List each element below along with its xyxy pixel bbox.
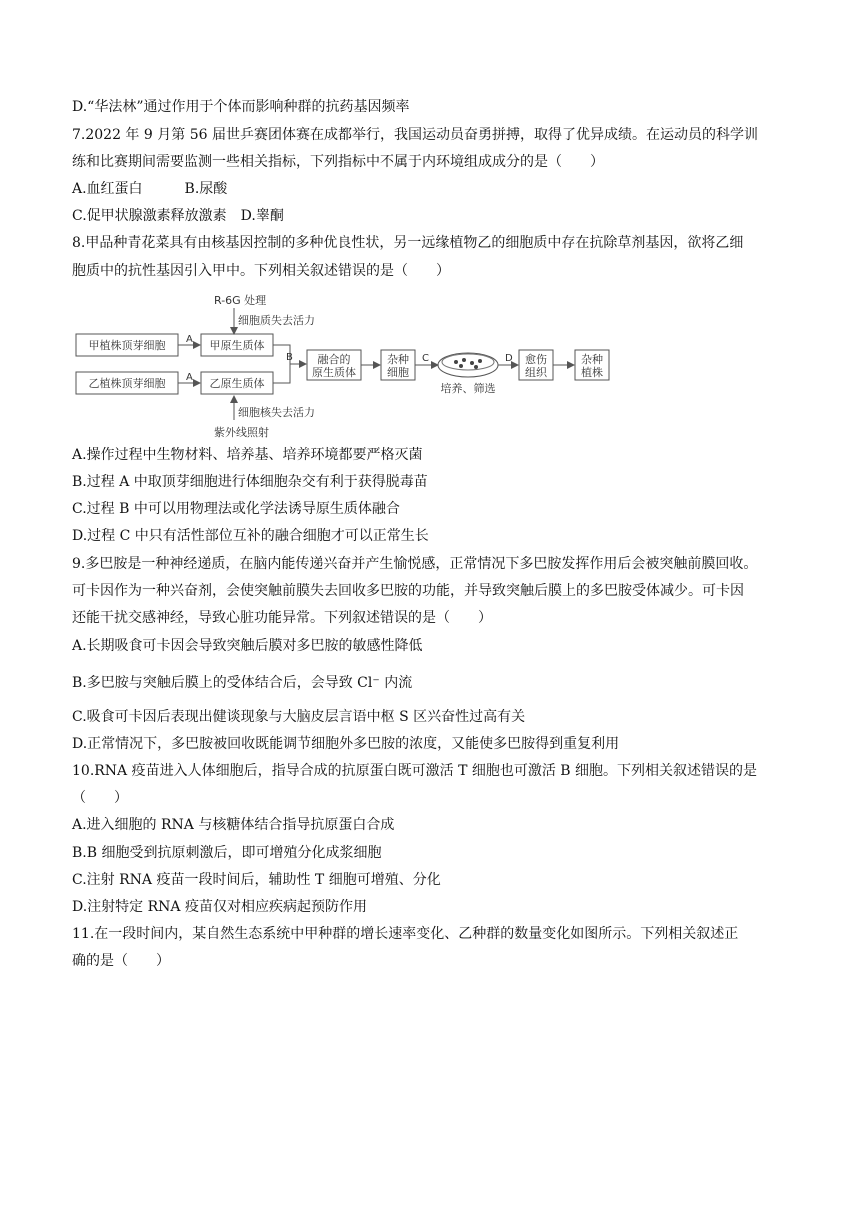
text-line: C.注射 RNA 疫苗一段时间后，辅助性 T 细胞可增殖、分化 (72, 872, 441, 888)
text-line: 7.2022 年 9 月第 56 届世乒赛团体赛在成都举行，我国运动员奋勇拼搏，取得了优异成绩。在运动员的科学训 (72, 127, 758, 143)
text-line: A.操作过程中生物材料、培养基、培养环境都要严格灭菌 (72, 447, 423, 463)
text-line: A.血红蛋白 B.尿酸 (72, 181, 228, 197)
r6g-label: R-6G 处理 (214, 294, 267, 307)
box-jia-plant-label: 甲植株顶芽细胞 (88, 339, 166, 352)
box-hybrid-label-1: 杂种 (387, 353, 409, 366)
box-callus-label-1: 愈伤 (525, 353, 547, 366)
text-line: 还能干扰交感神经，导致心脏功能异常。下列叙述错误的是（ ） (72, 610, 492, 626)
box-hybrid-label-2: 细胞 (387, 366, 409, 379)
text-line: （ ） (72, 790, 128, 806)
dish-label: 培养、筛选 (440, 382, 496, 395)
arrow-a-label: A (186, 372, 193, 383)
cytoplasm-inactive-label: 细胞质失去活力 (238, 314, 315, 327)
box-jia-proto-label: 甲原生质体 (209, 339, 265, 352)
text-line: 8.甲品种青花菜具有由核基因控制的多种优良性状，另一远缘植物乙的细胞质中存在抗除草剂基因，欲将乙细 (72, 235, 744, 251)
text-line: 练和比赛期间需要监测一些相关指标，下列指标中不属于内环境组成成分的是（ ） (72, 154, 604, 170)
arrow-d-label: D (505, 353, 513, 364)
box-yi-plant-label: 乙植株顶芽细胞 (88, 377, 166, 390)
box-plant-label-2: 植株 (581, 366, 603, 379)
text-line: C.吸食可卡因后表现出健谈现象与大脑皮层言语中枢 S 区兴奋性过高有关 (72, 709, 526, 725)
text-line: B.B 细胞受到抗原刺激后，即可增殖分化成浆细胞 (72, 845, 382, 861)
text-line: D.注射特定 RNA 疫苗仅对相应疾病起预防作用 (72, 899, 367, 915)
text-line: 确的是（ ） (72, 953, 170, 969)
text-line: D.“华法林”通过作用于个体而影响种群的抗药基因频率 (72, 99, 410, 115)
text-line: C.促甲状腺激素释放激素 D.睾酮 (72, 208, 284, 224)
box-callus-label-2: 组织 (525, 366, 547, 379)
text-line: C.过程 B 中可以用物理法或化学法诱导原生质体融合 (72, 501, 400, 517)
text-line: B.多巴胺与突触后膜上的受体结合后，会导致 Cl⁻ 内流 (72, 675, 413, 691)
box-yi-proto-label: 乙原生质体 (209, 377, 265, 390)
box-fused-label-2: 原生质体 (312, 366, 356, 379)
fusion-flow-diagram (72, 292, 632, 442)
text-line: 10.RNA 疫苗进入人体细胞后，指导合成的抗原蛋白既可激活 T 细胞也可激活 B 细胞。下列相关叙述错误的是 (72, 763, 758, 779)
text-line: A.长期吸食可卡因会导致突触后膜对多巴胺的敏感性降低 (72, 638, 423, 654)
arrow-c-label: C (422, 353, 429, 364)
box-plant-label-1: 杂种 (581, 353, 603, 366)
text-line: B.过程 A 中取顶芽细胞进行体细胞杂交有利于获得脱毒苗 (72, 474, 428, 490)
text-line: 胞质中的抗性基因引入甲中。下列相关叙述错误的是（ ） (72, 263, 450, 279)
text-line: 可卡因作为一种兴奋剂，会使突触前膜失去回收多巴胺的功能，并导致突触后膜上的多巴胺受体减少。可卡因 (72, 583, 744, 599)
text-line: D.正常情况下，多巴胺被回收既能调节细胞外多巴胺的浓度，又能使多巴胺得到重复利用 (72, 736, 620, 752)
uv-label: 紫外线照射 (214, 426, 269, 439)
text-line: 9.多巴胺是一种神经递质，在脑内能传递兴奋并产生愉悦感，正常情况下多巴胺发挥作用后会被突触前膜回收。 (72, 556, 758, 572)
petri-dish-icon (438, 353, 498, 377)
text-line: 11.在一段时间内，某自然生态系统中甲种群的增长速率变化、乙种群的数量变化如图所示。下列相关叙述正 (72, 926, 739, 942)
arrow-a-label: A (186, 334, 193, 345)
text-line: A.进入细胞的 RNA 与核糖体结合指导抗原蛋白合成 (72, 817, 395, 833)
text-line: D.过程 C 中只有活性部位互补的融合细胞才可以正常生长 (72, 528, 429, 544)
nucleus-inactive-label: 细胞核失去活力 (238, 406, 315, 419)
arrow-b-label: B (286, 352, 293, 363)
box-fused-label-1: 融合的 (317, 353, 351, 366)
